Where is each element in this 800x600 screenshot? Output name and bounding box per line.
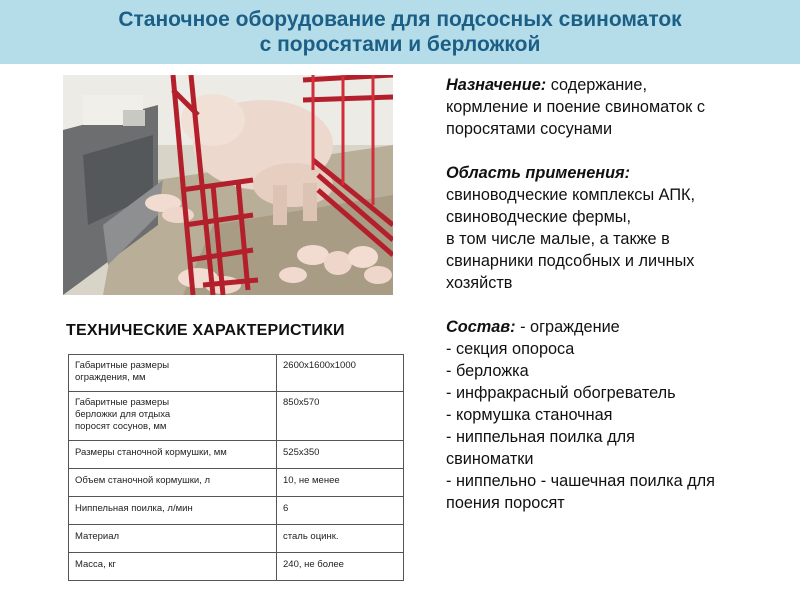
composition-section bbox=[446, 316, 791, 514]
spec-label-line: Размеры станочной кормушки, мм bbox=[75, 447, 227, 458]
purpose-text: кормление и поение свиноматок с bbox=[446, 98, 705, 116]
spacer bbox=[446, 140, 791, 162]
spec-label-line: Объем станочной кормушки, л bbox=[75, 475, 211, 486]
spec-label bbox=[69, 497, 277, 525]
composition-item: - инфракрасный обогреватель bbox=[446, 384, 676, 402]
composition-label: Состав: bbox=[446, 318, 516, 336]
purpose-line bbox=[446, 74, 791, 96]
spec-label-line: Габаритные размеры bbox=[75, 360, 170, 371]
table-row bbox=[69, 355, 404, 392]
slide-title-line-2: с поросятами и берложкой bbox=[259, 33, 541, 56]
tech-specs-table bbox=[68, 354, 404, 581]
composition-item: свиноматки bbox=[446, 450, 534, 468]
title-band bbox=[0, 0, 800, 64]
spec-label-line: поросят сосунов, мм bbox=[75, 421, 167, 432]
table-row bbox=[69, 469, 404, 497]
purpose-section bbox=[446, 74, 791, 140]
spec-label-line: берложки для отдыха bbox=[75, 409, 171, 420]
spec-value: 6 bbox=[277, 497, 404, 525]
tech-specs-heading: ТЕХНИЧЕСКИЕ ХАРАКТЕРИСТИКИ bbox=[66, 322, 345, 339]
table-row bbox=[69, 392, 404, 441]
spec-value: 525х350 bbox=[277, 441, 404, 469]
composition-item: - берложка bbox=[446, 362, 529, 380]
composition-item: - ниппельно - чашечная поилка для bbox=[446, 472, 715, 490]
table-row bbox=[69, 441, 404, 469]
spec-value: 850х570 bbox=[277, 392, 404, 441]
description-panel bbox=[446, 74, 791, 514]
scope-label: Область применения: bbox=[446, 164, 631, 182]
spec-label-line: Ниппельная поилка, л/мин bbox=[75, 503, 193, 514]
composition-item: - секция опороса bbox=[446, 340, 575, 358]
composition-first-line bbox=[446, 316, 791, 338]
slide-title-line-1: Станочное оборудование для подсосных свиноматок bbox=[118, 8, 682, 31]
spec-label bbox=[69, 392, 277, 441]
spec-value: сталь оцинк. bbox=[277, 525, 404, 553]
composition-item: - ограждение bbox=[520, 318, 620, 336]
spec-label-line: Масса, кг bbox=[75, 559, 116, 570]
spec-label bbox=[69, 525, 277, 553]
composition-item: - кормушка станочная bbox=[446, 406, 613, 424]
table-row bbox=[69, 525, 404, 553]
scope-line: хозяйств bbox=[446, 274, 513, 292]
scope-line: в том числе малые, а также в bbox=[446, 230, 670, 248]
scope-line: свинарники подсобных и личных bbox=[446, 252, 695, 270]
purpose-text: поросятами сосунами bbox=[446, 120, 613, 138]
spec-value: 10, не менее bbox=[277, 469, 404, 497]
composition-item: поения поросят bbox=[446, 494, 565, 512]
spec-label-line: Габаритные размеры bbox=[75, 397, 170, 408]
scope-line: свиноводческие фермы, bbox=[446, 208, 631, 226]
table-row bbox=[69, 497, 404, 525]
purpose-label: Назначение: bbox=[446, 76, 547, 94]
spec-label bbox=[69, 441, 277, 469]
purpose-text: содержание, bbox=[550, 76, 647, 94]
spec-label bbox=[69, 355, 277, 392]
table-row bbox=[69, 553, 404, 581]
spec-label-line: Материал bbox=[75, 531, 120, 542]
scope-line: свиноводческие комплексы АПК, bbox=[446, 186, 696, 204]
spacer bbox=[446, 294, 791, 316]
spec-value: 240, не более bbox=[277, 553, 404, 581]
spec-value: 2600х1600х1000 bbox=[277, 355, 404, 392]
composition-item: - ниппельная поилка для bbox=[446, 428, 635, 446]
farrowing-pen-photo bbox=[63, 75, 393, 295]
scope-section bbox=[446, 162, 791, 294]
spec-label bbox=[69, 469, 277, 497]
spec-label-line: ограждения, мм bbox=[75, 372, 146, 383]
spec-label bbox=[69, 553, 277, 581]
